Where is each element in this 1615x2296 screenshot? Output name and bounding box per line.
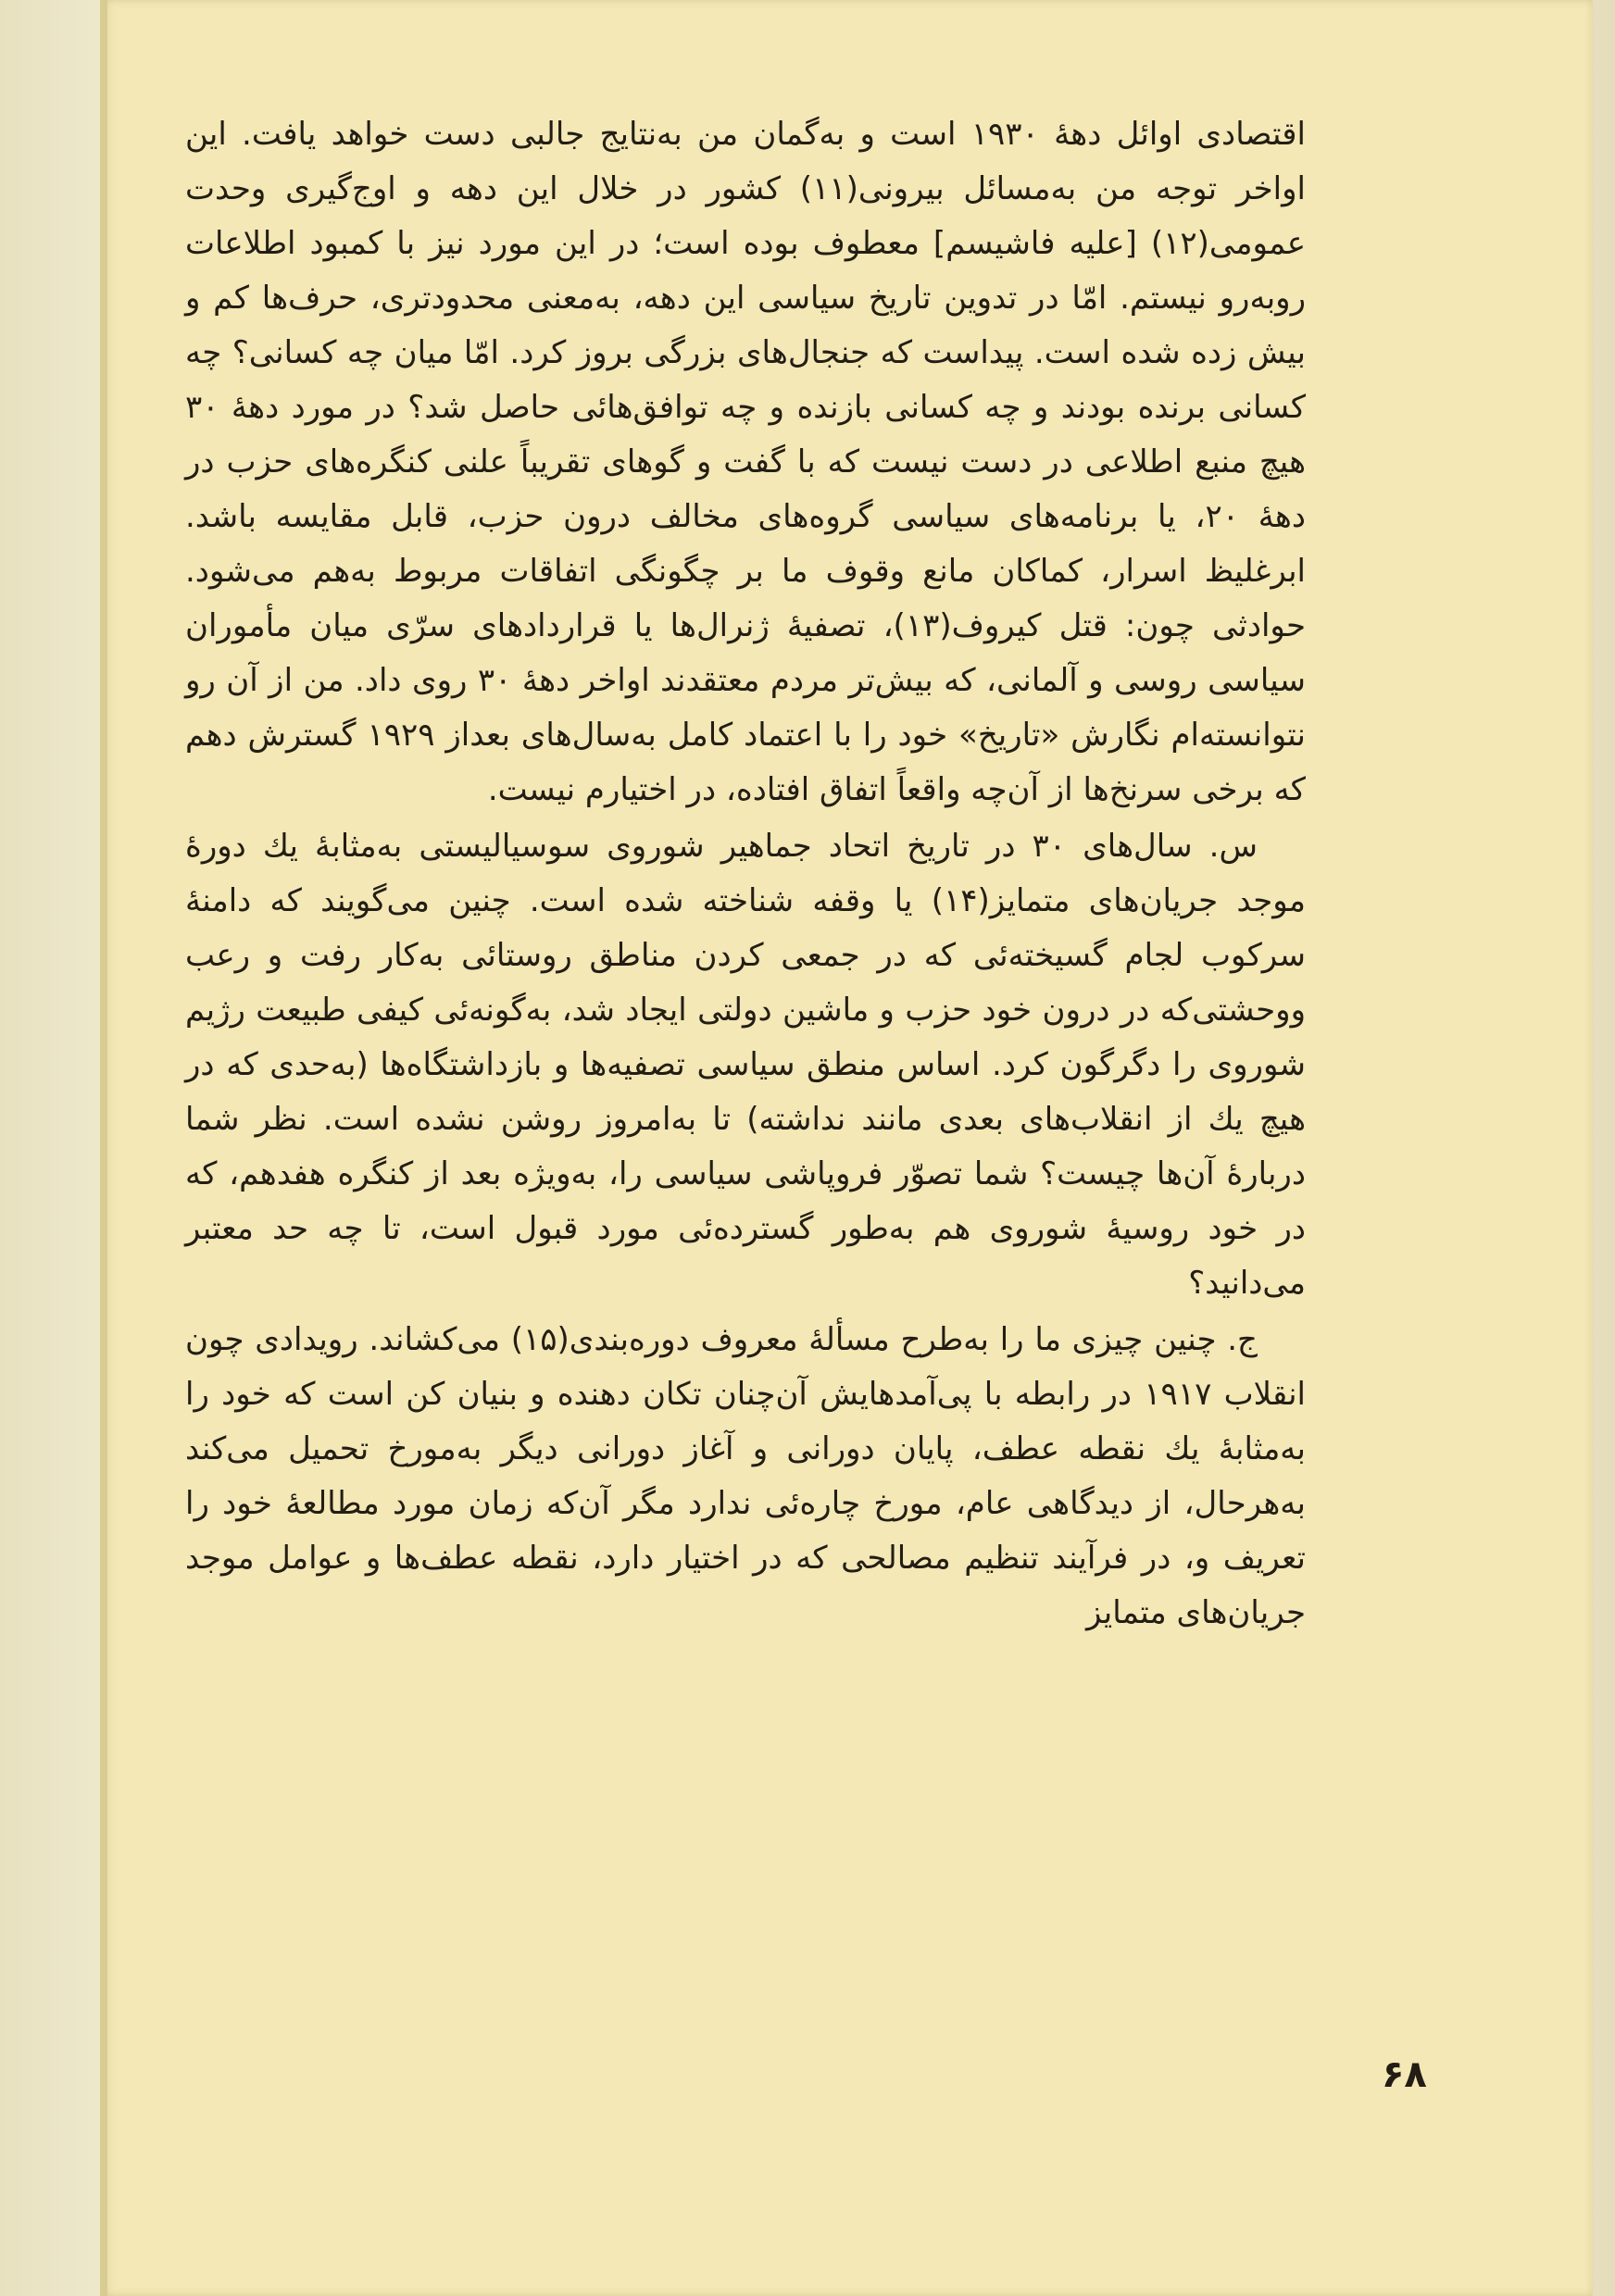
page-number: ۶۸: [1382, 2053, 1427, 2096]
body-text: [185, 107, 1306, 1641]
paragraph-continued: اقتصادی اوائل دههٔ ۱۹۳۰ است و به‌گمان من به‌نتایج جالبی دست خواهد یافت. این اواخر توجه من به‌مسائل بیرونی(۱۱) کشور در خلال این دهه و اوج‌گیری وحدت عمومی(۱۲) [علیه فاشیسم] معطوف بوده است؛ در این مورد نیز با کمبود اطلاعات روبه‌رو نیستم. امّا در تدوین تاریخ سیاسی این دهه، به‌معنی محدودتری، حرف‌ها کم و بیش زده شده است. پیداست که جنجال‌های بزرگی بروز کرد. امّا میان چه کسانی؟ چه کسانی برنده بودند و چه کسانی بازنده و چه توافق‌هائی حاصل شد؟ در مورد دههٔ ۳۰ هیچ منبع اطلاعی در دست نیست که با گفت و گوهای تقریباً علنی کنگره‌های حزب در دههٔ ۲۰، یا برنامه‌های سیاسی گروه‌های مخالف درون حزب، قابل مقایسه باشد. ابرغلیظ اسرار، کماکان مانع وقوف ما بر چگونگی اتفاقات مربوط به‌هم می‌شود. حوادثی چون: قتل کیروف(۱۳)، تصفیهٔ ژنرال‌ها یا قراردادهای سرّی میان مأموران سیاسی روسی و آلمانی، که بیش‌تر مردم معتقدند اواخر دههٔ ۳۰ روی داد. من از آن رو نتوانسته‌ام نگارش «تاریخ» خود را با اعتماد کامل به‌سال‌های بعداز ۱۹۲۹ گسترش دهم که برخی سرنخ‌ها از آن‌چه واقعاً اتفاق افتاده، در اختیارم نیست.: [185, 116, 1307, 808]
paragraph-answer: ج. چنین چیزی ما را به‌طرح مسألهٔ معروف دوره‌بندی(۱۵) می‌کشاند. رویدادی چون انقلاب ۱۹۱۷ در رابطه با پی‌آمدهایش آن‌چنان تکان دهنده و بنیان کن است که خود را به‌مثابهٔ یك نقطه عطف، پایان دورانی و آغاز دورانی دیگر به‌مورخ تحمیل می‌کند به‌هرحال، از دیدگاهی عام، مورخ چاره‌ئی ندارد مگر آن‌که زمان مورد مطالعهٔ خود را تعریف و، در فرآیند تنظیم مصالحی که در اختیار دارد، نقطه عطف‌ها و عوامل موجد جریان‌های متمایز: [185, 1321, 1306, 1631]
paragraph-question: س. سال‌های ۳۰ در تاریخ اتحاد جماهیر شوروی سوسیالیستی به‌مثابهٔ یك دورهٔ موجد جریان‌های متمایز(۱۴) یا وقفه شناخته شده است. چنین می‌گویند که دامنهٔ سرکوب لجام گسیخته‌ئی که در جمعی کردن مناطق روستائی به‌کار رفت و رعب ووحشتی‌که در درون خود حزب و ماشین دولتی ایجاد شد، به‌گونه‌ئی کیفی طبیعت رژیم شوروی را دگرگون کرد. اساس منطق سیاسی تصفیه‌ها و بازداشتگاه‌ها (به‌حدی که در هیچ یك از انقلاب‌های بعدی مانند نداشته) تا به‌امروز روشن نشده است. نظر شما دربارهٔ آن‌ها چیست؟ شما تصوّر فروپاشی سیاسی را، به‌ویژه بعد از کنگره هفدهم، که در خود روسیهٔ شوروی هم به‌طور گسترده‌ئی مورد قبول است، تا چه حد معتبر می‌دانید؟: [185, 828, 1307, 1302]
page-binding-edge: [100, 0, 107, 2296]
